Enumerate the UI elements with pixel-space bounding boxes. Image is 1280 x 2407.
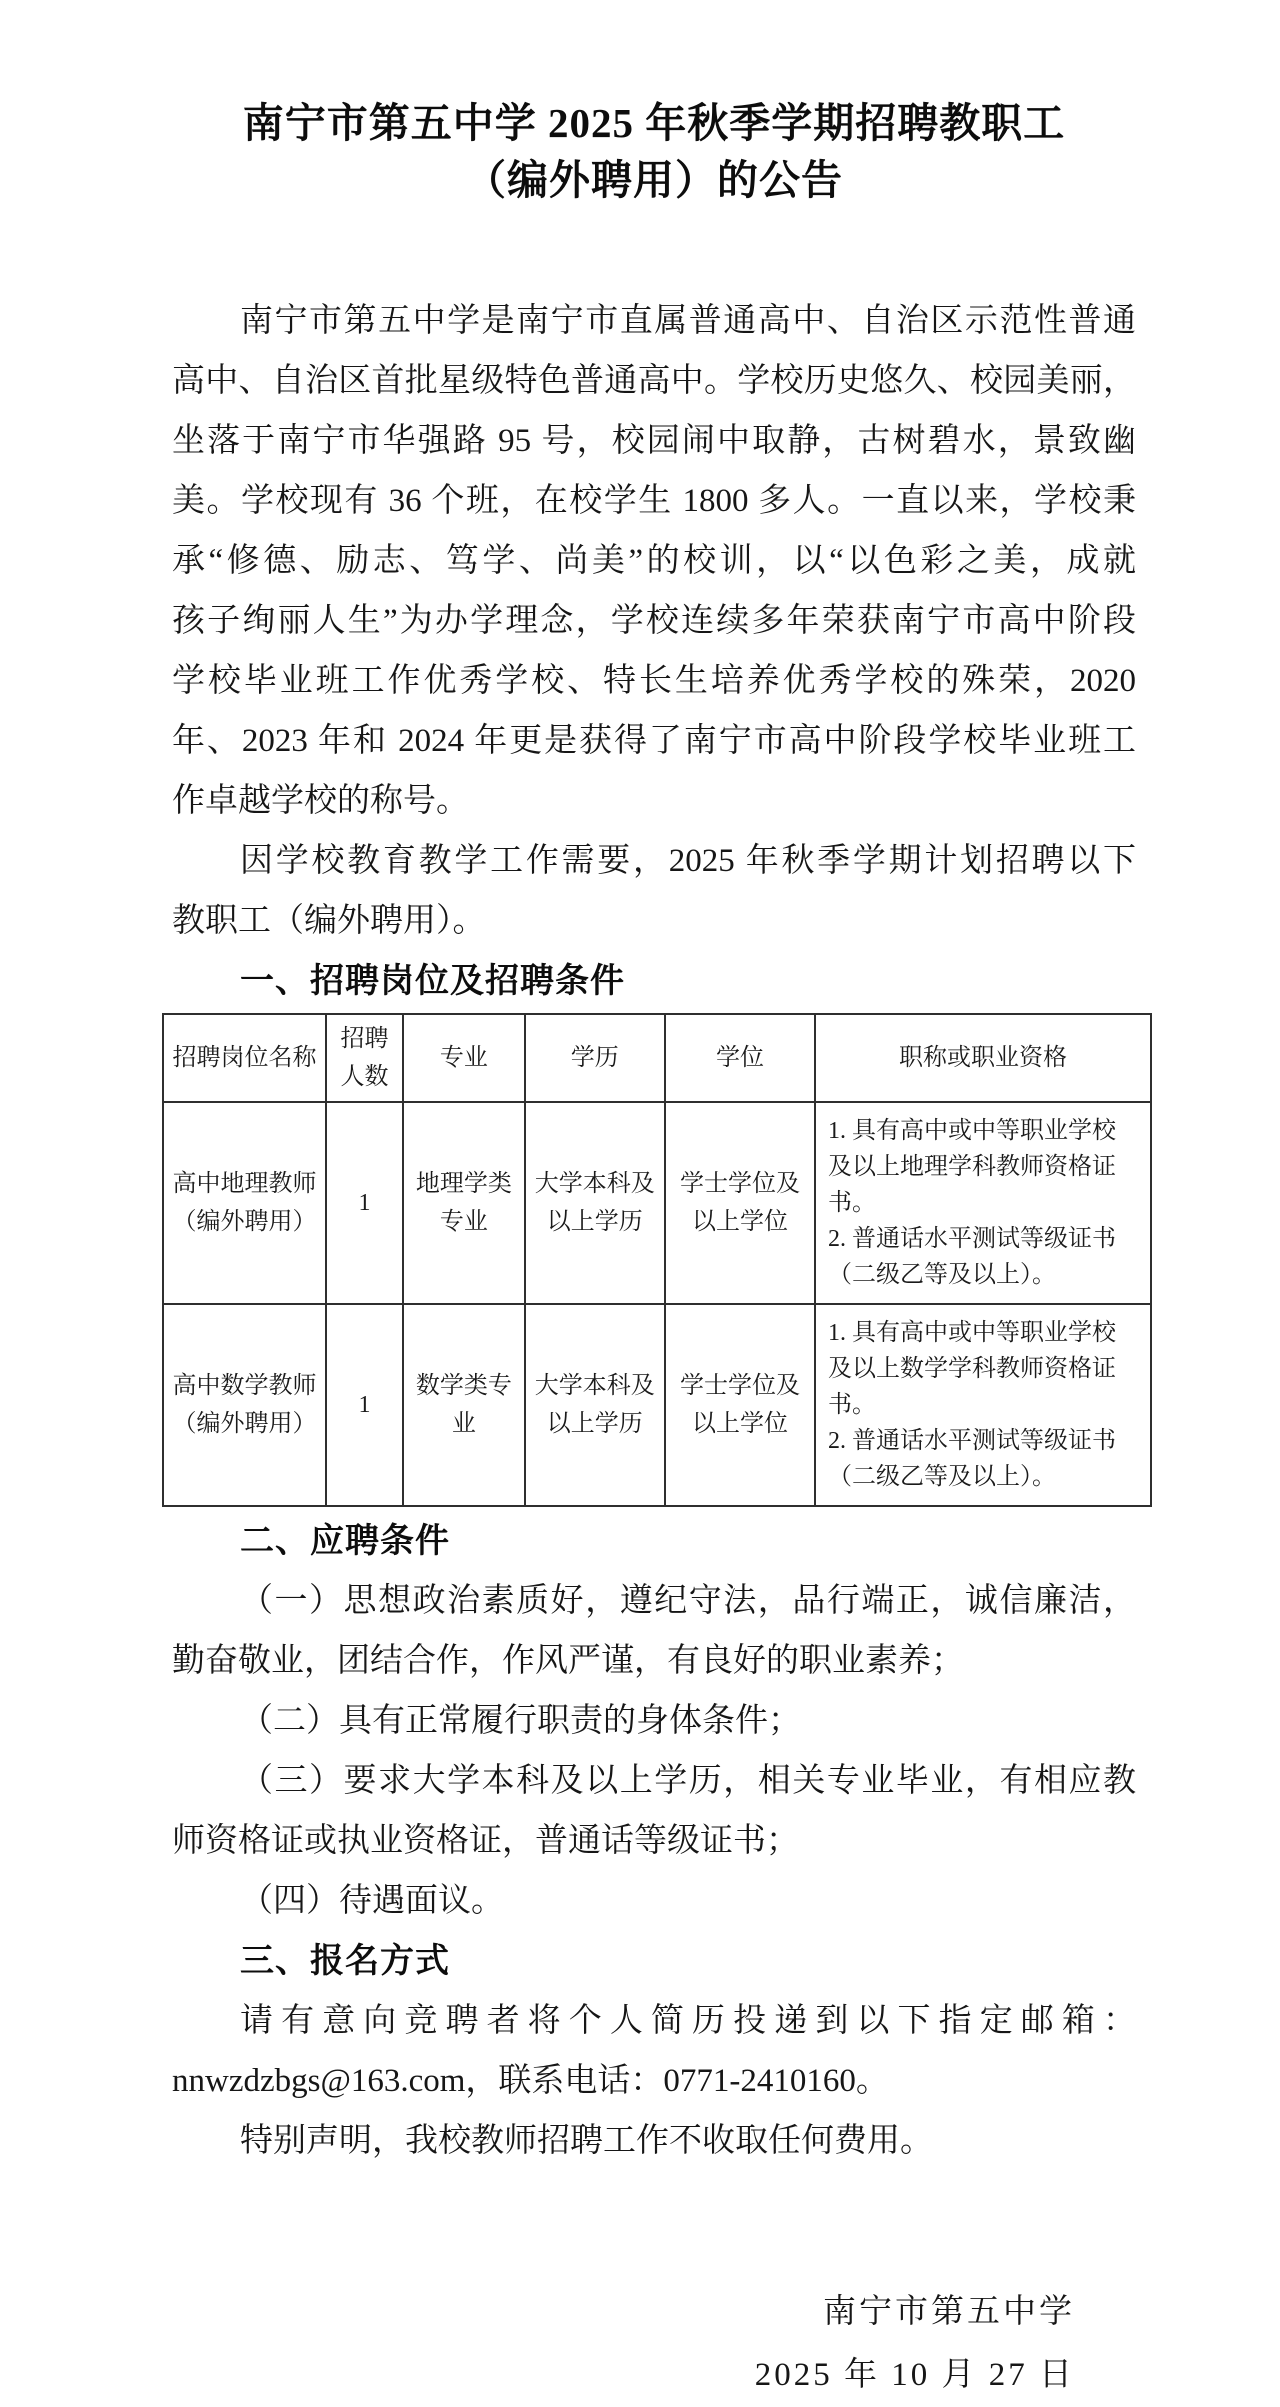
cell-education: 大学本科及以上学历 [525, 1102, 665, 1304]
plan-line-2: 教职工（编外聘用）。 [172, 903, 486, 939]
intro-line-1: 南宁市第五中学是南宁市直属普通高中、自治区示范性普通 [240, 303, 1136, 339]
table-header-row [163, 1014, 1151, 1102]
qualification-item-1: 1. 具有高中或中等职业学校及以上地理学科教师资格证书。 [828, 1118, 1117, 1216]
intro-line-3: 坐落于南宁市华强路 95 号，校园闹中取静，古树碧水，景致幽 [172, 423, 1136, 459]
signature-school: 南宁市第五中学 [823, 2294, 1075, 2330]
cell-major: 地理学类专业 [403, 1102, 525, 1304]
intro-line-7: 学校毕业班工作优秀学校、特长生培养优秀学校的殊荣，2020 [172, 663, 1136, 699]
qualification-item-1: 1. 具有高中或中等职业学校及以上数学学科教师资格证书。 [828, 1320, 1117, 1418]
col-header-degree: 学位 [665, 1014, 815, 1102]
page-title-line2: （编外聘用）的公告 [465, 157, 843, 203]
cell-major: 数学类专业 [403, 1304, 525, 1506]
cell-position: 高中地理教师（编外聘用） [163, 1102, 326, 1304]
col-header-education: 学历 [525, 1014, 665, 1102]
condition-line-3: （二）具有正常履行职责的身体条件； [240, 1703, 801, 1739]
condition-line-2: 勤奋敬业，团结合作，作风严谨，有良好的职业素养； [172, 1643, 964, 1679]
recruitment-table [162, 1013, 1152, 1507]
qualification-item-2: 2. 普通话水平测试等级证书（二级乙等及以上）。 [828, 1226, 1117, 1288]
table-row-geography [163, 1102, 1151, 1304]
section2-heading: 二、应聘条件 [240, 1522, 450, 1560]
cell-qualification [815, 1304, 1151, 1506]
section1-heading: 一、招聘岗位及招聘条件 [240, 962, 625, 1000]
page-title [172, 95, 1136, 209]
col-header-count: 招聘人数 [326, 1014, 403, 1102]
col-header-position: 招聘岗位名称 [163, 1014, 326, 1102]
condition-line-6: （四）待遇面议。 [240, 1883, 504, 1919]
intro-line-4: 美。学校现有 36 个班，在校学生 1800 多人。一直以来，学校秉 [172, 483, 1136, 519]
signature-date: 2025 年 10 月 27 日 [754, 2357, 1075, 2393]
col-header-qualification: 职称或职业资格 [815, 1014, 1151, 1102]
cell-count: 1 [326, 1102, 403, 1304]
section3-heading: 三、报名方式 [240, 1942, 450, 1980]
signature-block [172, 2281, 1136, 2407]
cell-count: 1 [326, 1304, 403, 1506]
intro-line-2: 高中、自治区首批星级特色普通高中。学校历史悠久、校园美丽， [172, 363, 1136, 399]
intro-line-8: 年、2023 年和 2024 年更是获得了南宁市高中阶段学校毕业班工 [172, 723, 1136, 759]
application-disclaimer-line: 特别声明，我校教师招聘工作不收取任何费用。 [240, 2123, 933, 2159]
plan-line-1: 因学校教育教学工作需要，2025 年秋季学期计划招聘以下 [240, 843, 1136, 879]
conditions-paragraph [172, 1571, 1136, 1931]
intro-line-6: 孩子绚丽人生”为办学理念，学校连续多年荣获南宁市高中阶段 [172, 603, 1136, 639]
application-line-1: 请有意向竞聘者将个人简历投递到以下指定邮箱： [240, 2003, 1136, 2039]
condition-line-4: （三）要求大学本科及以上学历，相关专业毕业，有相应教 [240, 1763, 1136, 1799]
condition-line-1: （一）思想政治素质好，遵纪守法，品行端正，诚信廉洁， [240, 1583, 1136, 1619]
table-row-math [163, 1304, 1151, 1506]
intro-line-5: 承“修德、励志、笃学、尚美”的校训，以“以色彩之美，成就 [172, 543, 1136, 579]
intro-paragraph [172, 291, 1136, 831]
application-paragraph [172, 1991, 1136, 2171]
cell-degree: 学士学位及以上学位 [665, 1102, 815, 1304]
page-title-line1: 南宁市第五中学 2025 年秋季学期招聘教职工 [242, 100, 1066, 146]
condition-line-5: 师资格证或执业资格证，普通话等级证书； [172, 1823, 799, 1859]
plan-paragraph [172, 831, 1136, 951]
cell-qualification [815, 1102, 1151, 1304]
intro-line-9: 作卓越学校的称号。 [172, 783, 469, 819]
cell-position: 高中数学教师（编外聘用） [163, 1304, 326, 1506]
cell-degree: 学士学位及以上学位 [665, 1304, 815, 1506]
cell-education: 大学本科及以上学历 [525, 1304, 665, 1506]
col-header-major: 专业 [403, 1014, 525, 1102]
application-contact-line: nnwzdzbgs@163.com，联系电话：0771-2410160。 [172, 2063, 889, 2099]
qualification-item-2: 2. 普通话水平测试等级证书（二级乙等及以上）。 [828, 1428, 1117, 1490]
